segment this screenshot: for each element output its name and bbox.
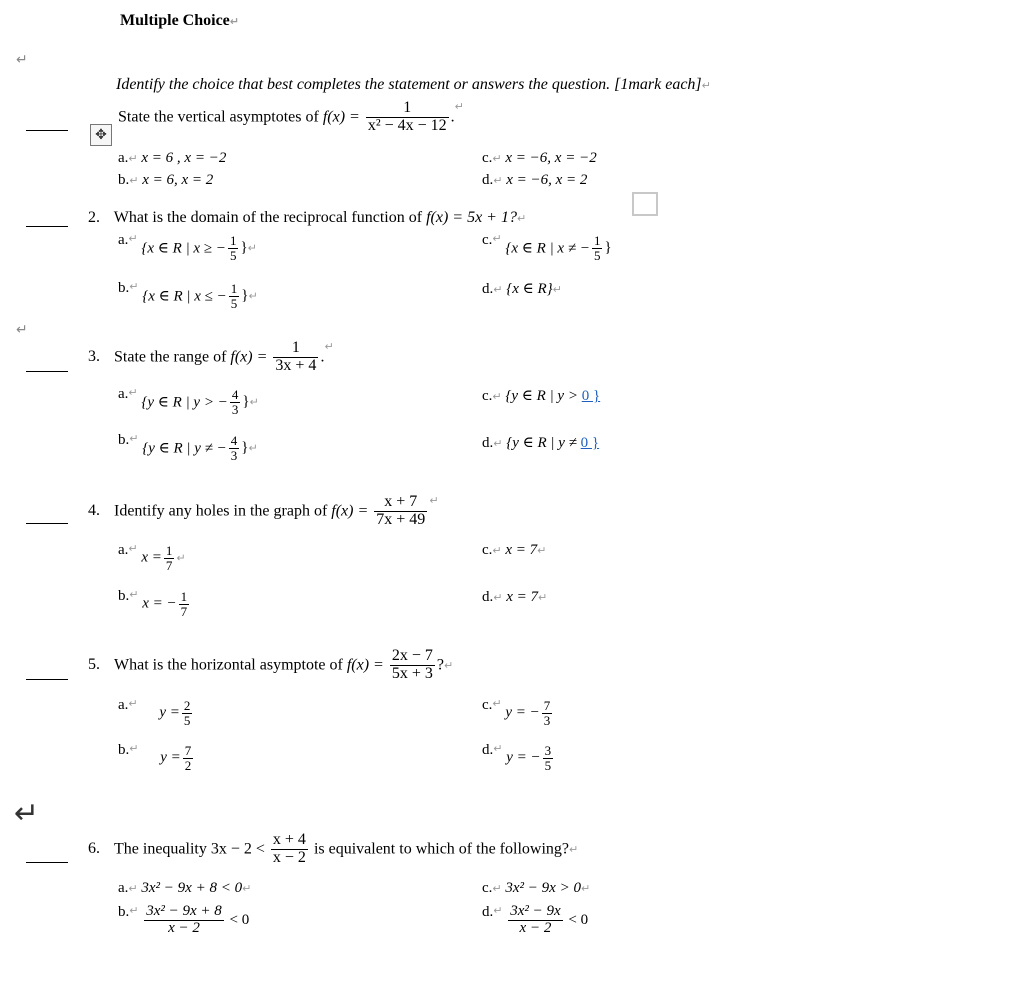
heading: Multiple Choice↵ [120, 12, 239, 29]
q3-option-c[interactable]: c.↵ {y ∈ R | y > 0 } [482, 388, 601, 404]
question-6: 6. The inequality 3x − 2 < $\frac{x + 4}{x - 2}$ is equivalent to which of the following?↵ [88, 831, 579, 866]
question-4: 4. Identify any holes in the graph of f(x) = $\frac{x + 7}{7x + 49}$ ↵ [88, 493, 439, 528]
q3-option-b[interactable]: b.↵ {y ∈ R | y ≠ − $\frac{4}{3}$ }↵ [118, 432, 258, 463]
q2-option-b[interactable]: b.↵ {x ∈ R | x ≤ − $\frac{1}{5}$ }↵ [118, 280, 258, 311]
question-1: State the vertical asymptotes of f(x) = $\frac{1}{\text{x² − 4x − 12}}$ .↵ [118, 99, 464, 134]
answer-blank-4[interactable] [26, 523, 68, 524]
q2-option-d[interactable]: d.↵ {x ∈ R}↵ [482, 281, 562, 297]
q2-option-c[interactable]: c.↵ {x ∈ R | x ≠ − $\frac{1}{5}$ } [482, 232, 612, 263]
q4-option-b[interactable]: b.↵ x = − $\frac{1}{7}$ [118, 588, 188, 619]
q2-option-a[interactable]: a.↵ {x ∈ R | x ≥ − $\frac{1}{5}$ }↵ [118, 232, 257, 263]
question-3: 3. State the range of f(x) = $\frac{1}{3x + 4}$ .↵ [88, 339, 334, 374]
q5-option-b[interactable]: b.↵ y = $\frac{7}{2}$ [118, 742, 192, 773]
q6-option-d[interactable]: d.↵ $\frac{\text{3x² − 9x}}{x - 2}$ < 0 [482, 903, 589, 936]
paragraph-mark: ↵ [16, 52, 28, 68]
question-2: 2. What is the domain of the reciprocal function of f(x) = 5x + 1?↵ [88, 209, 527, 226]
q6-option-a[interactable]: a.↵ 3x² − 9x + 8 < 0↵ [118, 880, 252, 896]
q5-option-a[interactable]: a.↵ y = $\frac{2}{5}$ [118, 697, 191, 728]
paragraph-mark: ↵ [16, 322, 28, 338]
answer-blank-1[interactable] [26, 130, 68, 131]
q1-option-d[interactable]: d.↵ x = −6, x = 2 [482, 172, 588, 188]
table-move-handle-icon[interactable]: ✥ [90, 124, 112, 146]
q5-option-c[interactable]: c.↵ y = − $\frac{7}{3}$ [482, 697, 551, 728]
q6-option-b[interactable]: b.↵ $\frac{\text{3x² − 9x + 8}}{x - 2}$ < 0 [118, 903, 250, 936]
q3-option-d[interactable]: d.↵ {y ∈ R | y ≠ 0 } [482, 435, 600, 451]
answer-blank-5[interactable] [26, 679, 68, 680]
instructions: Identify the choice that best completes the statement or answers the question. [1mark each]↵ [116, 76, 711, 93]
question-5: 5. What is the horizontal asymptote of f(x) = $\frac{2x - 7}{5x + 3}$ ?↵ [88, 647, 454, 682]
q5-option-d[interactable]: d.↵ y = − $\frac{3}{5}$ [482, 742, 552, 773]
q1-option-a[interactable]: a.↵ x = 6 , x = −2 [118, 150, 227, 166]
resize-box[interactable] [632, 192, 658, 216]
q1-option-c[interactable]: c.↵ x = −6, x = −2 [482, 150, 597, 166]
answer-blank-6[interactable] [26, 862, 68, 863]
q3-option-a[interactable]: a.↵ {y ∈ R | y > − $\frac{4}{3}$ }↵ [118, 386, 259, 417]
paragraph-mark: ↵ [14, 796, 40, 831]
answer-blank-2[interactable] [26, 226, 68, 227]
q4-option-d[interactable]: d.↵ x = 7↵ [482, 589, 548, 605]
q4-option-a[interactable]: a.↵ x = $\frac{1}{7}$ ↵ [118, 542, 186, 573]
answer-blank-3[interactable] [26, 371, 68, 372]
q4-option-c[interactable]: c.↵ x = 7↵ [482, 542, 547, 558]
q6-option-c[interactable]: c.↵ 3x² − 9x > 0↵ [482, 880, 591, 896]
q1-option-b[interactable]: b.↵ x = 6, x = 2 [118, 172, 214, 188]
